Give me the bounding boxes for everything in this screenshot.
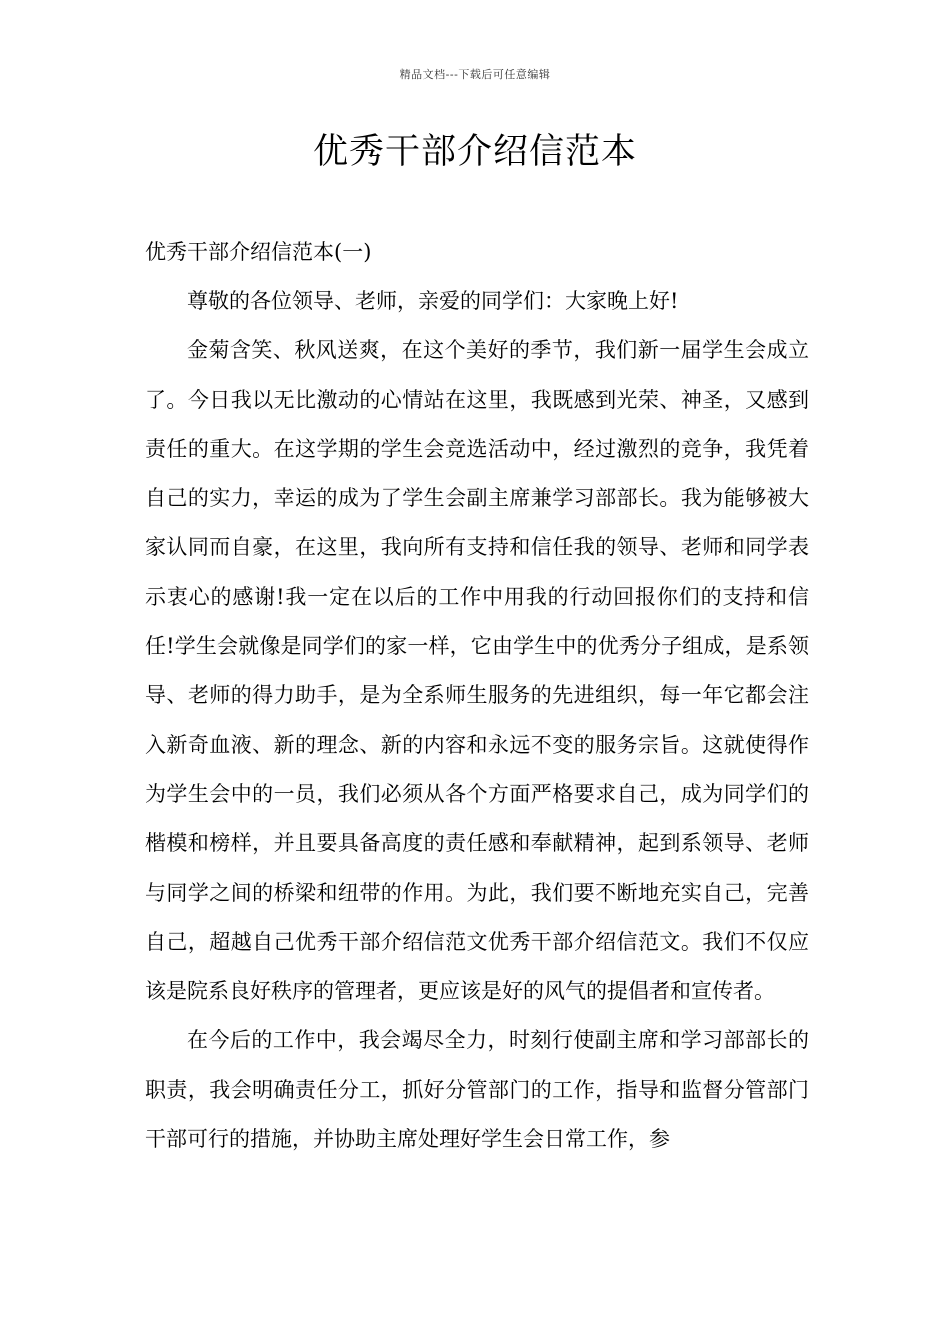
header-note: 精品文档---下载后可任意编辑 xyxy=(399,68,551,81)
section-heading: 优秀干部介绍信范本(一) xyxy=(145,240,372,264)
paragraph-body: 金菊含笑、秋风送爽，在这个美好的季节，我们新一届学生会成立了。今日我以无比激动的心情站在这里，我既感到光荣、神圣，又感到责任的重大。在这学期的学生会竞选活动中，经过激烈的竞争，我凭着自己的实力，幸运的成为了学生会副主席兼学习部部长。我为能够被大家认同而自豪，在这里，我向所有支持和信任我的领导、老师和同学表示衷心的感谢!我一定在以后的工作中用我的行动回报你们的支持和信任!学生会就像是同学们的家一样，它由学生中的优秀分子组成，是系领导、老师的得力助手，是为全系师生服务的先进组织，每一年它都会注入新奇血液、新的理念、新的内容和永远不变的服务宗旨。这就使得作为学生会中的一员，我们必须从各个方面严格要求自己，成为同学们的楷模和榜样，并且要具备高度的责任感和奉献精神，起到系领导、老师与同学之间的桥梁和纽带的作用。为此，我们要不断地充实自己，完善自己，超越自己优秀干部介绍信范文优秀干部介绍信范文。我们不仅应该是院系良好秩序的管理者，更应该是好的风气的提倡者和宣传者。 xyxy=(145,338,809,1004)
paragraph-greeting: 尊敬的各位领导、老师，亲爱的同学们：大家晚上好! xyxy=(187,289,679,313)
paragraph-closing: 在今后的工作中，我会竭尽全力，时刻行使副主席和学习部部长的职责，我会明确责任分工，抓好分管部门的工作，指导和监督分管部门干部可行的措施，并协助主席处理好学生会日常工作，参 xyxy=(145,1028,809,1152)
document-body xyxy=(145,228,809,1164)
document-title: 优秀干部介绍信范本 xyxy=(312,132,637,172)
